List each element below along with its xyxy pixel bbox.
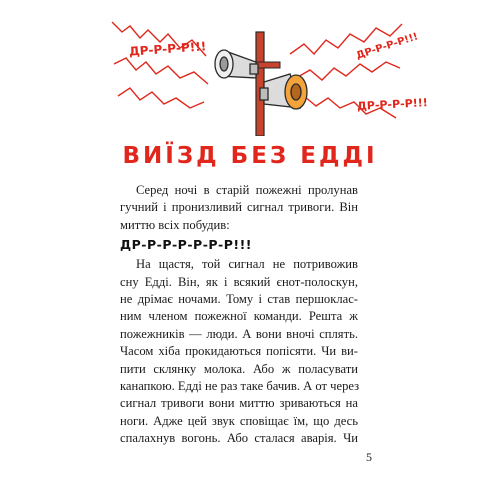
chapter-title: ВИЇЗД БЕЗ ЕДДІ — [122, 143, 378, 169]
text-line: пожежників — люди. А вони вночі сплять. — [120, 326, 358, 341]
text-line: сигнал тривоги вони миттю зриваються на — [120, 396, 358, 411]
text-line: ноги. Адже цей звук сповіщає їм, що десь — [120, 413, 358, 428]
body-text — [120, 182, 358, 447]
alarm-illustration — [110, 18, 410, 136]
alarm-sound-text: ДР-Р-Р-Р-Р-Р-Р!!! — [120, 237, 252, 253]
sound-effect-top-right: ДР-Р-Р-Р!!! — [354, 31, 420, 62]
text-line: ним членом пожежної команди. Решта ж — [120, 309, 358, 324]
text-line: гучний і пронизливий сигнал тривоги. Він — [120, 200, 358, 215]
sound-effect-left: ДР-Р-Р-Р!!! — [128, 39, 207, 59]
text-line: не дрімає ночами. Тому і став першоклас- — [120, 291, 358, 306]
sound-burst-left-icon — [112, 22, 208, 108]
megaphone-left-icon — [215, 50, 258, 78]
text-line: спалахнув вогонь. Або сталася аварія. Чи — [120, 431, 358, 446]
sound-effect-right: ДР-Р-Р-Р!!! — [356, 96, 429, 113]
text-line: На щастя, той сигнал не потривожив — [136, 257, 358, 272]
megaphone-right-icon — [260, 74, 307, 109]
text-line: сну Едді. Він, як і всякий єнот-полоскун, — [120, 274, 358, 289]
text-line: Часом хіба прокидаються попісяти. Чи ви- — [120, 344, 358, 359]
text-line: миттю всіх побудив: — [120, 217, 230, 232]
text-line: канапкою. Едді не раз таке бачив. А от через — [120, 378, 360, 393]
text-line: пити склянку молока. Або ж поласувати — [120, 361, 358, 376]
text-line: Серед ночі в старій пожежні пролунав — [136, 183, 358, 197]
page-number: 5 — [366, 450, 372, 464]
